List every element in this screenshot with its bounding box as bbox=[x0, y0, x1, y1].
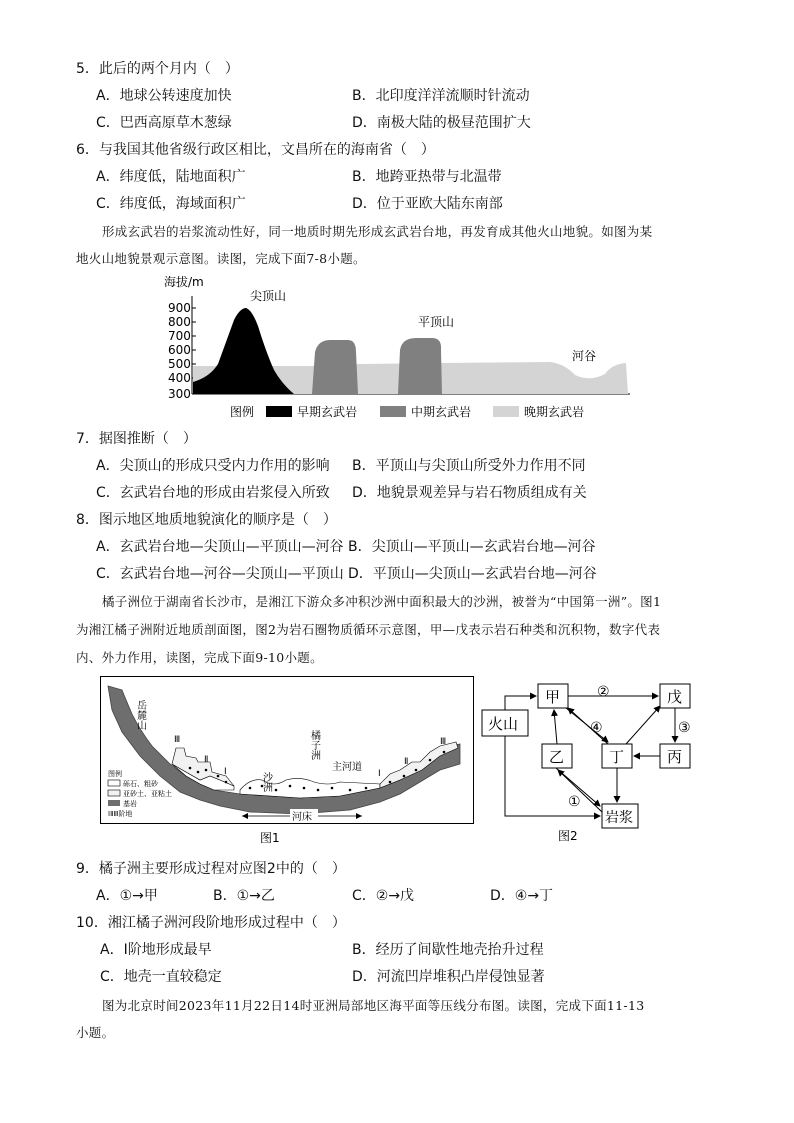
mid-basalt-mesa-right bbox=[398, 338, 442, 394]
terrace-label: Ⅱ bbox=[204, 755, 209, 765]
q9-option-b[interactable]: B．①→乙 bbox=[213, 888, 275, 904]
q8-option-c[interactable]: C．玄武岩台地—河谷—尖顶山—平顶山 bbox=[96, 566, 344, 582]
q5-option-a[interactable]: A．地球公转速度加快 bbox=[96, 88, 232, 104]
q7-option-c[interactable]: C．玄武岩台地的形成由岩浆侵入所致 bbox=[96, 485, 330, 501]
intro-7-8-line2: 地火山地貌景观示意图。读图，完成下面7-8小题。 bbox=[76, 251, 366, 266]
q10-option-b[interactable]: B．经历了间歇性地壳抬升过程 bbox=[352, 942, 544, 958]
node-bing: 丙 bbox=[667, 748, 683, 766]
legend-sand: 亚砂土、亚粘土 bbox=[123, 790, 172, 798]
node-yi: 乙 bbox=[549, 748, 565, 766]
intro-7-8-line1: 形成玄武岩的岩浆流动性好，同一地质时期先形成玄武岩台地，再发育成其他火山地貌。如图为某 bbox=[102, 224, 653, 239]
q10-option-d[interactable]: D．河流凹岸堆积凸岸侵蚀显著 bbox=[352, 969, 545, 985]
terrace-label: Ⅲ bbox=[440, 737, 447, 747]
q8-stem: 8．图示地区地质地貌演化的顺序是（ ） bbox=[76, 512, 337, 528]
fig1-ytick: 900 bbox=[168, 301, 191, 315]
q8-option-d[interactable]: D．平顶山—尖顶山—玄武岩台地—河谷 bbox=[348, 566, 597, 582]
terrace-label: Ⅰ bbox=[378, 769, 381, 779]
q7-option-a[interactable]: A．尖顶山的形成只受内力作用的影响 bbox=[96, 458, 330, 474]
legend-bedrock: 基岩 bbox=[123, 800, 137, 808]
cross-section-figure bbox=[100, 676, 474, 846]
q6-option-b[interactable]: B．地跨亚热带与北温带 bbox=[352, 169, 502, 185]
fig1-ytick: 600 bbox=[168, 343, 191, 357]
label-juzizhou: 橘子洲 bbox=[308, 730, 320, 760]
fig1-ytick: 300 bbox=[168, 387, 191, 401]
fig2-legend-title: 图例 bbox=[108, 770, 122, 778]
q8-option-b[interactable]: B．尖顶山—平顶山—玄武岩台地—河谷 bbox=[348, 539, 596, 555]
label-riverbed: 河床 bbox=[292, 812, 312, 823]
legend-early: 早期玄武岩 bbox=[297, 405, 358, 419]
label-valley: 河谷 bbox=[572, 349, 597, 363]
q5-stem: 5．此后的两个月内（ ） bbox=[76, 61, 239, 77]
arrow-volcano-jia bbox=[505, 696, 536, 710]
mid-basalt-mesa-left bbox=[312, 340, 358, 394]
terrace-label: Ⅲ bbox=[174, 735, 181, 745]
fig3-caption: 图2 bbox=[558, 829, 578, 843]
intro-9-10-line1: 橘子洲位于湖南省长沙市，是湘江下游众多冲积沙洲中面积最大的沙洲，被誉为“中国第一洲”。图1 bbox=[102, 594, 662, 609]
q9-option-a[interactable]: A．①→甲 bbox=[96, 888, 158, 904]
label-num-3: ③ bbox=[678, 720, 691, 736]
terrace-label: Ⅱ bbox=[404, 757, 409, 767]
intro-11-13-line1: 图为北京时间2023年11月22日14时亚洲局部地区海平面等压线分布图。读图，完成下面11-13 bbox=[102, 998, 645, 1013]
legend-sand-swatch bbox=[108, 790, 120, 796]
q10-option-c[interactable]: C．地壳一直较稳定 bbox=[100, 969, 222, 985]
intro-11-13-line2: 小题。 bbox=[76, 1025, 115, 1040]
q9-option-d[interactable]: D．④→丁 bbox=[490, 888, 554, 904]
fig2-caption: 图1 bbox=[260, 831, 280, 845]
node-ding: 丁 bbox=[609, 748, 625, 766]
node-jia: 甲 bbox=[545, 688, 561, 706]
legend-mid: 中期玄武岩 bbox=[411, 405, 472, 419]
intro-9-10-line3: 内、外力作用，读图，完成下面9-10小题。 bbox=[76, 650, 323, 665]
label-num-2: ② bbox=[597, 684, 610, 700]
q8-option-a[interactable]: A．玄武岩台地—尖顶山—平顶山—河谷 bbox=[96, 539, 344, 555]
rock-cycle-figure bbox=[478, 676, 708, 846]
legend-late: 晚期玄武岩 bbox=[524, 405, 585, 419]
legend-swatch-early bbox=[266, 406, 292, 417]
volcanic-landform-figure bbox=[160, 272, 640, 422]
intro-9-10-line2: 为湘江橘子洲附近地质剖面图，图2为岩石圈物质循环示意图，甲—戊表示岩石种类和沉积物，数字代表 bbox=[76, 622, 661, 637]
label-num-4: ④ bbox=[590, 720, 603, 736]
legend-bedrock-swatch bbox=[108, 800, 120, 806]
node-wu: 戊 bbox=[667, 688, 683, 706]
arrow-yi-jia bbox=[554, 710, 557, 744]
q5-option-d[interactable]: D．南极大陆的极昼范围扩大 bbox=[352, 115, 531, 131]
q5-option-c[interactable]: C．巴西高原草木葱绿 bbox=[96, 115, 232, 131]
q9-option-c[interactable]: C．②→戊 bbox=[352, 888, 415, 904]
q6-stem: 6．与我国其他省级行政区相比，文昌所在的海南省（ ） bbox=[76, 142, 435, 158]
label-peak: 尖顶山 bbox=[250, 289, 287, 303]
q6-option-a[interactable]: A．纬度低，陆地面积广 bbox=[96, 169, 246, 185]
label-main-channel: 主河道 bbox=[332, 762, 362, 773]
q9-stem: 9．橘子洲主要形成过程对应图2中的（ ） bbox=[76, 861, 346, 877]
q6-option-c[interactable]: C．纬度低，海域面积广 bbox=[96, 196, 246, 212]
fig1-ylabel: 海拔/m bbox=[164, 275, 204, 289]
q7-option-b[interactable]: B．平顶山与尖顶山所受外力作用不同 bbox=[352, 458, 586, 474]
q10-stem: 10．湘江橘子洲河段阶地形成过程中（ ） bbox=[76, 915, 346, 931]
label-num-1: ① bbox=[568, 794, 581, 810]
fig1-ytick: 800 bbox=[168, 315, 191, 329]
terrace-label: Ⅰ bbox=[224, 767, 227, 777]
legend-gravel-swatch bbox=[108, 780, 120, 786]
q7-stem: 7．据图推断（ ） bbox=[76, 431, 197, 447]
legend-swatch-late bbox=[493, 406, 519, 417]
legend-gravel: 砾石、粗砂 bbox=[123, 780, 158, 788]
label-mesa: 平顶山 bbox=[418, 315, 455, 329]
fig1-legend-title: 图例 bbox=[230, 405, 255, 419]
q5-option-b[interactable]: B．北印度洋洋流顺时针流动 bbox=[352, 88, 530, 104]
node-volcano: 火山 bbox=[488, 715, 519, 733]
q10-option-a[interactable]: A．Ⅰ阶地形成最早 bbox=[100, 942, 212, 958]
arrow-ding-wu bbox=[626, 706, 660, 744]
legend-terrace: ⅠⅡⅢ阶地 bbox=[108, 810, 133, 818]
fig1-ytick: 700 bbox=[168, 329, 191, 343]
label-mountain: 岳麓山 bbox=[134, 700, 146, 730]
fig1-ytick: 500 bbox=[168, 357, 191, 371]
label-sandbar: 沙洲 bbox=[260, 772, 272, 792]
node-magma: 岩浆 bbox=[605, 810, 633, 826]
q6-option-d[interactable]: D．位于亚欧大陆东南部 bbox=[352, 196, 503, 212]
early-basalt-peak bbox=[193, 308, 294, 394]
q7-option-d[interactable]: D．地貌景观差异与岩石物质组成有关 bbox=[352, 485, 587, 501]
legend-swatch-mid bbox=[380, 406, 406, 417]
fig1-ytick: 400 bbox=[168, 371, 191, 385]
